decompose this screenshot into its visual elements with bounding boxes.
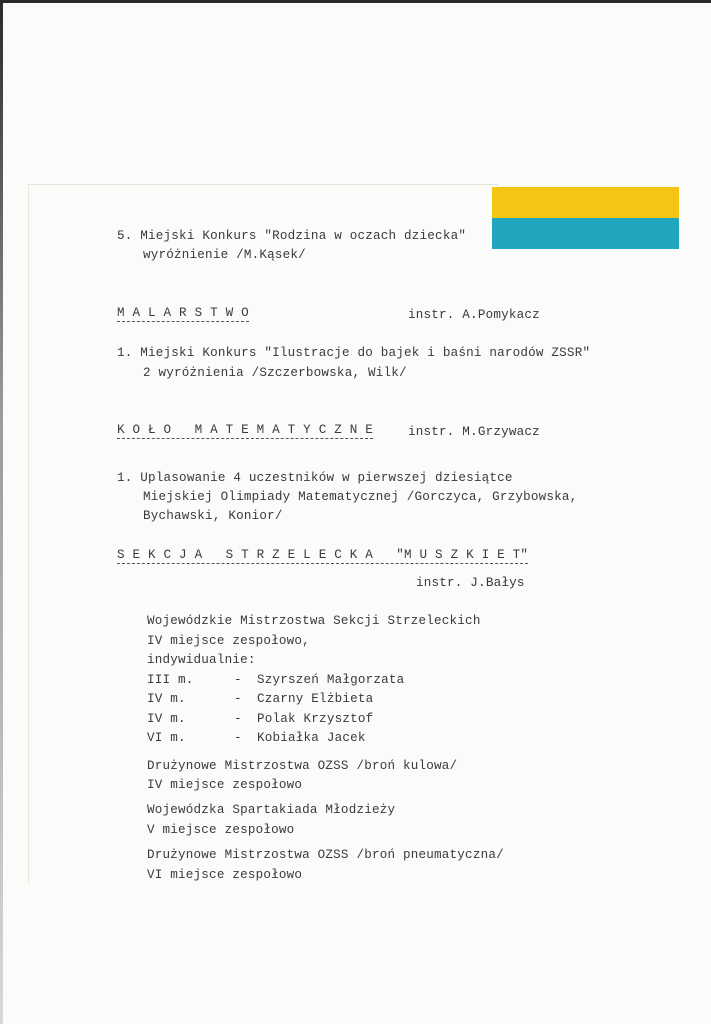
result-place: VI m. xyxy=(147,731,186,745)
result-dash: - xyxy=(234,712,242,726)
spartakiada-place: V miejsce zespołowo xyxy=(147,823,295,837)
result-name: Szyrszeń Małgorzata xyxy=(257,673,405,687)
scan-left-edge xyxy=(0,0,3,1024)
malarstwo-item1-line1: 1. Miejski Konkurs "Ilustracje do bajek i baśni narodów ZSSR" xyxy=(117,346,591,360)
kolo-instructor: instr. M.Grzywacz xyxy=(408,425,540,439)
result-place: IV m. xyxy=(147,692,186,706)
malarstwo-instructor: instr. A.Pomykacz xyxy=(408,308,540,322)
sekcja-heading: S E K C J A S T R Z E L E C K A "M U S Z K I E T" xyxy=(117,548,529,562)
result-dash: - xyxy=(234,673,242,687)
woj-championship-title: Wojewódzkie Mistrzostwa Sekcji Strzeleckich xyxy=(147,614,481,628)
team-championship-2-place: VI miejsce zespołowo xyxy=(147,868,303,882)
sekcja-instructor: instr. J.Bałys xyxy=(416,576,525,590)
result-place: III m. xyxy=(147,673,194,687)
team-championship-1-place: IV miejsce zespołowo xyxy=(147,778,303,792)
result-name: Czarny Elżbieta xyxy=(257,692,374,706)
yellow-blue-flag xyxy=(492,187,679,249)
malarstwo-item1-line2: 2 wyróżnienia /Szczerbowska, Wilk/ xyxy=(143,366,407,380)
flag-yellow-stripe xyxy=(492,187,679,218)
scan-top-edge xyxy=(0,0,711,3)
result-dash: - xyxy=(234,731,242,745)
result-place: IV m. xyxy=(147,712,186,726)
item5-line2: wyróżnienie /M.Kąsek/ xyxy=(143,248,306,262)
kolo-heading: K O Ł O M A T E M A T Y C Z N E xyxy=(117,423,373,437)
malarstwo-heading: M A L A R S T W O xyxy=(117,306,249,320)
paste-edge xyxy=(28,184,498,185)
woj-championship-place: IV miejsce zespołowo, xyxy=(147,634,310,648)
kolo-item1-line1: 1. Uplasowanie 4 uczestników w pierwszej dziesiątce xyxy=(117,471,513,485)
result-name: Polak Krzysztof xyxy=(257,712,374,726)
team-championship-2-title: Drużynowe Mistrzostwa OZSS /broń pneumatyczna/ xyxy=(147,848,504,862)
paste-edge-left xyxy=(28,184,29,884)
team-championship-1-title: Drużynowe Mistrzostwa OZSS /broń kulowa/ xyxy=(147,759,458,773)
item5-line1: 5. Miejski Konkurs "Rodzina w oczach dziecka" xyxy=(117,229,467,243)
result-dash: - xyxy=(234,692,242,706)
kolo-item1-line3: Bychawski, Konior/ xyxy=(143,509,283,523)
spartakiada-title: Wojewódzka Spartakiada Młodzieży xyxy=(147,803,396,817)
flag-blue-stripe xyxy=(492,218,679,249)
individual-label: indywidualnie: xyxy=(147,653,256,667)
result-name: Kobiałka Jacek xyxy=(257,731,366,745)
kolo-item1-line2: Miejskiej Olimpiady Matematycznej /Gorczyca, Grzybowska, xyxy=(143,490,578,504)
